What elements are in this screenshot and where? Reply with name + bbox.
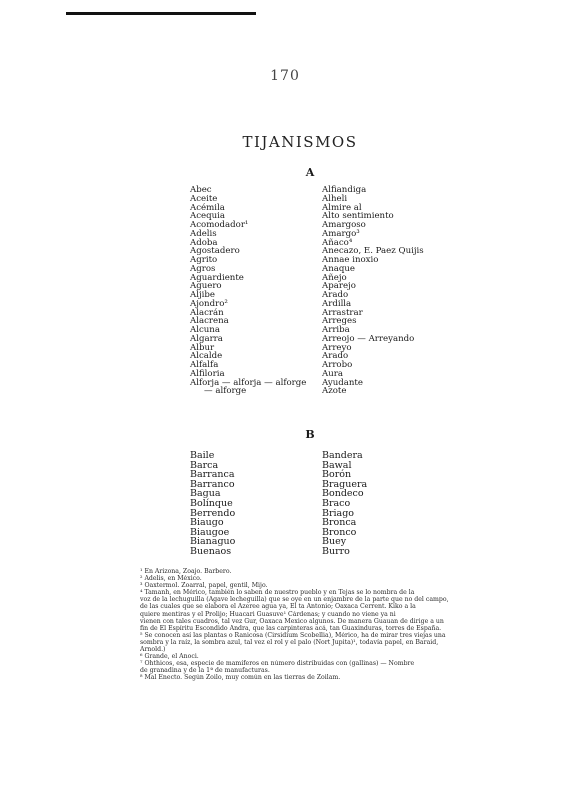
word-entry: Arreyo — [322, 342, 352, 353]
section-letter-a: A — [305, 166, 315, 179]
word-entry: Albur — [190, 342, 215, 353]
word-entry: Azote — [322, 386, 347, 397]
word-entry: Biaugoe — [190, 526, 230, 538]
word-entry: Abec — [190, 185, 212, 195]
footnote-line: ⁴ Tamanh, en Mérico, también lo saben de nuestro pueblo y en Tejas se lo nombra de la — [140, 589, 415, 597]
word-entry: Bandera — [322, 450, 363, 461]
footnote-line: ¹ En Arizona, Zoajo. Barbero. — [140, 568, 232, 575]
word-entry: Barca — [190, 459, 219, 471]
word-entry: Alfalfa — [190, 360, 219, 370]
footnote-line: ³ Oaxtermol. Zoarral, papel, gentil, Mijo. — [140, 582, 268, 590]
word-entry: Almire al — [322, 202, 362, 213]
word-entry: Bagua — [190, 488, 221, 500]
word-entry: Añejo — [322, 272, 347, 283]
word-entry: Bawal — [322, 459, 352, 471]
word-entry: Borón — [322, 469, 352, 481]
section-a-right-column — [322, 186, 424, 396]
word-entry: Arado — [322, 290, 349, 300]
footnote-line: ² Adelis, en México. — [140, 575, 202, 583]
word-entry: Annae inoxio — [322, 255, 379, 265]
top-rule-fragment — [225, 12, 233, 14]
footnote-line: de granadina y de la 1ª de manufacturas. — [140, 667, 270, 675]
word-entry: Acémila — [190, 202, 225, 213]
word-entry: Algarra — [190, 333, 223, 344]
footnote-line: de las cuales que se elabora el Azeree agua ya, El ta Antonio; Oaxaca Cerrent. Kiko a la — [140, 603, 416, 611]
word-entry: Alcalde — [190, 351, 223, 362]
footnote-line: sombra y la raíz, la sombra azul, tal vez el rol y el palo (Nort Jupita)¹, todavía papel, en Baraid, — [140, 638, 439, 646]
word-entry: Aparejo — [322, 281, 356, 292]
word-entry: Agostadero — [190, 246, 240, 257]
footnote-line: Arnold.) — [140, 646, 166, 654]
word-entry: Arreojo — Arreyando — [322, 333, 415, 344]
word-entry: Alheli — [322, 193, 348, 204]
word-entry: Berrendo — [190, 507, 236, 519]
word-entry: Bondeco — [322, 488, 364, 500]
top-rule-fragment — [245, 12, 255, 14]
word-entry: Burro — [322, 545, 350, 557]
footnote-line: ⁵ Se conocen así las plantas o Ranicosa (Cirsidium Scobellia), Mérico, ha de mirar tres viejas una — [140, 631, 446, 639]
word-entry: Bolínque — [190, 497, 233, 509]
page-number: 170 — [270, 68, 300, 84]
footnote-line: ⁸ Mal Enecto. Según Zoilo, muy común en las tierras de Zoilam. — [140, 674, 341, 682]
word-entry: Acequia — [190, 211, 226, 222]
word-entry: Bronco — [322, 526, 357, 538]
word-entry: Aguero — [190, 281, 222, 292]
word-entry: Amargoso — [322, 220, 366, 230]
word-entry: Aljibe — [190, 290, 215, 300]
word-entry: Biaugo — [190, 517, 224, 529]
word-entry: Arriba — [322, 325, 350, 335]
word-entry: Briago — [322, 507, 355, 519]
section-b-right-column — [322, 451, 367, 557]
section-a-left-column — [190, 186, 306, 396]
word-entry: Agros — [190, 263, 216, 274]
word-entry: Bronca — [322, 517, 357, 529]
section-letter-b: B — [305, 428, 315, 441]
word-entry: Alfiloria — [190, 368, 225, 379]
word-entry: Añaco⁴ — [322, 237, 353, 248]
word-entry: Amargo³ — [322, 228, 360, 239]
word-entry: Alfiandiga — [322, 185, 367, 195]
word-entry: — alforge — [204, 386, 247, 397]
word-entry: Aceite — [190, 193, 218, 204]
word-entry: Baile — [190, 450, 215, 461]
word-entry: Ardilla — [322, 298, 352, 309]
word-entry: Arado — [322, 351, 349, 362]
section-b-left-column — [190, 451, 235, 557]
word-entry: Aura — [322, 368, 343, 379]
word-entry: Barranca — [190, 469, 235, 481]
footnote-line: ⁶ Grande, el Anoci. — [140, 653, 199, 661]
word-entry: Ajondro² — [190, 298, 228, 309]
word-entry: Bianaguo — [190, 536, 236, 548]
footnote-line: voz de la lechuguilla (Agave lecheguilla) que se oye en un enjambre de la parte que no del campo, — [140, 596, 449, 604]
footnote-line: vienen con tales cuadros, tal vez Gur, Oaxaca Mexico algunos. De manera Guauan de dirige a un — [140, 617, 444, 625]
word-entry: Acomodador¹ — [190, 220, 249, 230]
footnote-line: ⁷ Ohthicos, esa, especie de mamíferos en número distribuidas con (gallinas) — Nombre — [140, 660, 415, 668]
footnote-line: fin de El Espíritu Escondido Andra, que las carpinteras acá, tan Guaxinduras, torres de España. — [140, 624, 442, 632]
word-entry: Alforja — alforja — alforge — [190, 377, 307, 388]
word-entry: Braguera — [322, 478, 368, 490]
footnotes — [140, 568, 510, 682]
word-entry: Agrito — [190, 255, 218, 265]
word-entry: Barranco — [190, 478, 235, 490]
word-entry: Adelis — [190, 228, 217, 239]
word-entry: Alcuna — [190, 325, 220, 335]
word-entry: Buenaos — [190, 545, 232, 557]
word-entry: Alacrán — [190, 307, 224, 318]
word-entry: Alacrena — [190, 316, 229, 327]
word-entry: Aguardiente — [190, 272, 244, 283]
footnote-line: quiere mentiras y el Prolijo; Huacari Guasuve¹ Cárdenas; y cuando no viene ya ni — [140, 610, 396, 618]
word-entry: Arrobo — [322, 360, 353, 370]
page-title: TIJANISMOS — [242, 133, 358, 151]
word-entry: Adoba — [190, 237, 218, 248]
word-entry: Buey — [322, 536, 347, 548]
word-entry: Ayudante — [322, 377, 363, 388]
word-entry: Anaque — [322, 263, 355, 274]
word-entry: Braco — [322, 497, 351, 509]
word-entry: Anecazo, E. Paez Quijis — [322, 246, 424, 257]
word-entry: Alto sentimiento — [322, 211, 394, 222]
top-rule-fragment — [188, 12, 202, 14]
word-entry: Arreges — [322, 316, 357, 327]
word-entry: Arrastrar — [322, 307, 363, 318]
